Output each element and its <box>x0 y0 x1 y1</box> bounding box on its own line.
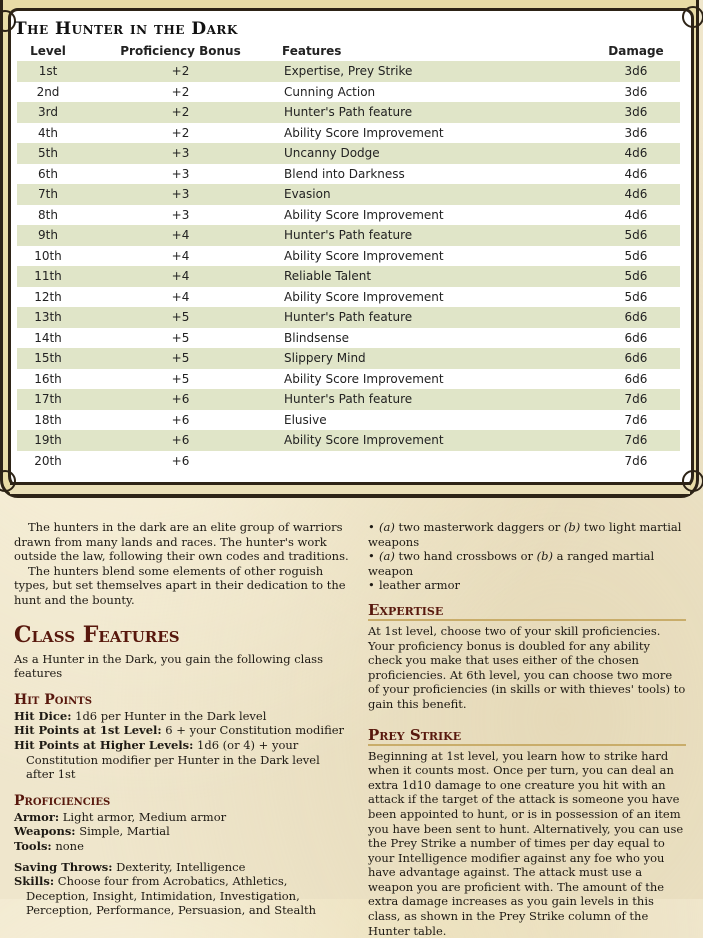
cell-features: Hunter's Path feature <box>282 225 592 246</box>
cell-damage: 3d6 <box>592 102 680 123</box>
cell-proficiency-bonus: +4 <box>79 225 282 246</box>
saving-throws-label: Saving Throws: <box>14 859 113 874</box>
table-row <box>17 266 680 287</box>
cell-features: Ability Score Improvement <box>282 430 592 451</box>
cell-features: Evasion <box>282 184 592 205</box>
skills-line <box>14 874 350 918</box>
cell-proficiency-bonus: +6 <box>79 389 282 410</box>
cell-damage: 7d6 <box>624 412 648 427</box>
cell-damage: 7d6 <box>592 389 680 410</box>
hp-higher-levels-value: 1d6 (or 4) + your Constitution modifier per Hunter in the Dark level after 1st <box>26 737 320 782</box>
armor-value: Light armor, Medium armor <box>59 809 227 824</box>
cell-damage: 3d6 <box>624 125 648 140</box>
cell-features: Ability Score Improvement <box>284 371 444 386</box>
cell-damage: 6d6 <box>624 371 648 386</box>
cell-proficiency-bonus: +2 <box>171 84 190 99</box>
hp-higher-levels-label: Hit Points at Higher Levels: <box>14 737 194 752</box>
table-body <box>17 61 680 471</box>
cell-level: 19th <box>17 430 79 451</box>
equipment-item: • leather armor <box>368 578 461 593</box>
cell-proficiency-bonus: +3 <box>171 166 190 181</box>
frame-corner-ornament <box>682 470 703 492</box>
equipment-item: • (a) two masterwork daggers or (b) two light martial weapons <box>368 520 682 549</box>
cell-proficiency-bonus: +4 <box>171 248 190 263</box>
cell-features: Reliable Talent <box>282 266 592 287</box>
cell-proficiency-bonus: +5 <box>171 330 190 345</box>
cell-level: 13th <box>17 307 79 328</box>
class-progression-table <box>17 41 680 471</box>
cell-proficiency-bonus: +5 <box>79 307 282 328</box>
cell-level: 1st <box>17 61 79 82</box>
table-row <box>17 143 680 164</box>
cell-damage: 6d6 <box>592 307 680 328</box>
table-row <box>17 410 680 431</box>
cell-damage: 3d6 <box>624 84 648 99</box>
cell-features: Ability Score Improvement <box>284 289 444 304</box>
cell-level: 20th <box>34 453 62 468</box>
intro-paragraph-1: The hunters in the dark are an elite group of warriors drawn from many lands and races. The hunter's work outside the law, following their own codes and traditions. <box>14 520 349 564</box>
cell-damage: 4d6 <box>624 166 648 181</box>
cell-damage: 5d6 <box>624 248 648 263</box>
equipment-list <box>368 520 686 593</box>
skills-label: Skills: <box>14 874 55 889</box>
table-row <box>17 389 680 410</box>
cell-proficiency-bonus: +6 <box>79 430 282 451</box>
table-row <box>17 82 680 103</box>
cell-features: Hunter's Path feature <box>282 307 592 328</box>
cell-features: Ability Score Improvement <box>284 248 444 263</box>
cell-features: Ability Score Improvement <box>284 125 444 140</box>
proficiencies-heading: Proficiencies <box>14 792 111 809</box>
cell-level: 18th <box>34 412 62 427</box>
cell-level: 6th <box>38 166 58 181</box>
expertise-text: At 1st level, choose two of your skill proficiencies. Your proficiency bonus is doubled for any ability check you make that uses either of the chosen proficiencies. At 6th level, you can choose two more of your proficiencies (in skills or with thieves' tools) to gain this benefit. <box>368 623 686 711</box>
cell-features: Uncanny Dodge <box>282 143 592 164</box>
table-row <box>17 102 680 123</box>
right-column <box>368 520 686 938</box>
armor-line <box>14 810 350 825</box>
cell-level: 3rd <box>17 102 79 123</box>
cell-proficiency-bonus: +6 <box>171 412 190 427</box>
cell-level: 4th <box>38 125 58 140</box>
prey-strike-heading: Prey Strike <box>368 726 686 746</box>
table-row <box>17 164 680 185</box>
table-header-row <box>17 41 680 61</box>
saving-throws-value: Dexterity, Intelligence <box>112 859 246 874</box>
table-row <box>17 61 680 82</box>
hp-first-level-line <box>14 723 350 738</box>
hit-dice-line <box>14 709 350 724</box>
cell-damage: 6d6 <box>592 348 680 369</box>
cell-features: Slippery Mind <box>282 348 592 369</box>
table-title: The Hunter in the Dark <box>14 19 238 39</box>
table-row <box>17 307 680 328</box>
cell-level: 9th <box>17 225 79 246</box>
table-row <box>17 430 680 451</box>
header-features: Features <box>282 44 342 58</box>
table-row <box>17 225 680 246</box>
cell-proficiency-bonus: +2 <box>79 61 282 82</box>
frame-corner-ornament <box>682 6 703 28</box>
cell-proficiency-bonus: +3 <box>171 207 190 222</box>
cell-damage: 4d6 <box>624 207 648 222</box>
cell-proficiency-bonus: +5 <box>79 348 282 369</box>
cell-level: 11th <box>17 266 79 287</box>
cell-damage: 4d6 <box>592 184 680 205</box>
header-proficiency-bonus: Proficiency Bonus <box>120 44 241 58</box>
table-row <box>17 246 680 267</box>
table-row <box>17 287 680 308</box>
table-row <box>17 184 680 205</box>
cell-level: 14th <box>34 330 62 345</box>
cell-level: 15th <box>17 348 79 369</box>
hp-first-level-label: Hit Points at 1st Level: <box>14 723 162 738</box>
cell-damage: 3d6 <box>592 61 680 82</box>
cell-features <box>282 451 592 472</box>
expertise-heading: Expertise <box>368 601 686 621</box>
hit-dice-value: 1d6 per Hunter in the Dark level <box>71 708 267 723</box>
saving-throws-line <box>14 860 350 875</box>
cell-level: 16th <box>34 371 62 386</box>
weapons-label: Weapons: <box>14 824 76 839</box>
cell-proficiency-bonus: +5 <box>171 371 190 386</box>
tools-label: Tools: <box>14 838 52 853</box>
table-frame-bottom-band <box>10 482 690 496</box>
header-damage: Damage <box>608 44 664 58</box>
cell-damage: 5d6 <box>592 266 680 287</box>
cell-proficiency-bonus: +2 <box>171 125 190 140</box>
cell-features: Ability Score Improvement <box>284 207 444 222</box>
cell-features: Blindsense <box>284 330 349 345</box>
class-features-heading: Class Features <box>14 621 180 648</box>
cell-proficiency-bonus: +4 <box>79 266 282 287</box>
cell-damage: 6d6 <box>624 330 648 345</box>
table-row <box>17 123 680 144</box>
tools-value: none <box>51 838 84 853</box>
table-row <box>17 328 680 349</box>
hp-first-level-value: 6 + your Constitution modifier <box>161 723 345 738</box>
cell-damage: 7d6 <box>592 430 680 451</box>
hit-points-heading: Hit Points <box>14 691 92 708</box>
hp-higher-levels-line <box>14 738 350 782</box>
prey-strike-text: Beginning at 1st level, you learn how to strike hard when it counts most. Once per turn, you can deal an extra 1d10 damage to one creature you hit with an attack if the target of the attack is someone you have been appointed to hunt, or is in possession of an item you have been sent to hunt. Alternatively, you can use the Prey Strike a number of times per day equal to your Intelligence modifier against any foe who you have advantage against. The attack must use a weapon you are proficient with. The amount of the extra damage increases as you gain levels in this class, as shown in the Prey Strike column of the Hunter table. <box>368 748 684 938</box>
cell-level: 5th <box>17 143 79 164</box>
cell-level: 17th <box>17 389 79 410</box>
left-column <box>14 520 350 918</box>
cell-features: Cunning Action <box>284 84 376 99</box>
cell-features: Expertise, Prey Strike <box>282 61 592 82</box>
table-row <box>17 348 680 369</box>
cell-damage: 4d6 <box>592 143 680 164</box>
equipment-item: • (a) two hand crossbows or (b) a ranged martial weapon <box>368 549 655 578</box>
cell-proficiency-bonus: +3 <box>79 143 282 164</box>
cell-level: 2nd <box>36 84 60 99</box>
bullet-icon: • <box>368 549 375 564</box>
weapons-value: Simple, Martial <box>75 824 170 839</box>
skills-value: Choose four from Acrobatics, Athletics, Deception, Insight, Intimidation, Investigation, Perception, Performance, Persuasion, and Stealth <box>26 874 317 918</box>
cell-level: 7th <box>17 184 79 205</box>
cell-proficiency-bonus: +3 <box>79 184 282 205</box>
cell-level: 8th <box>38 207 58 222</box>
table-row <box>17 369 680 390</box>
header-level: Level <box>30 44 66 58</box>
bullet-icon: • <box>368 578 375 593</box>
cell-proficiency-bonus: +4 <box>171 289 190 304</box>
cell-damage: 5d6 <box>624 289 648 304</box>
weapons-line <box>14 824 350 839</box>
cell-damage: 7d6 <box>624 453 648 468</box>
intro-paragraph-2: The hunters blend some elements of other roguish types, but set themselves apart in their dedication to the hunt and the bounty. <box>14 563 346 607</box>
hit-dice-label: Hit Dice: <box>14 708 72 723</box>
cell-proficiency-bonus: +2 <box>79 102 282 123</box>
cell-proficiency-bonus: +6 <box>171 453 190 468</box>
cell-features: Hunter's Path feature <box>282 389 592 410</box>
armor-label: Armor: <box>14 809 60 824</box>
table-row <box>17 205 680 226</box>
cell-level: 10th <box>34 248 62 263</box>
cell-features: Hunter's Path feature <box>282 102 592 123</box>
table-row <box>17 451 680 472</box>
cell-features: Blend into Darkness <box>284 166 405 181</box>
cell-features: Elusive <box>284 412 327 427</box>
bullet-icon: • <box>368 520 375 534</box>
cell-level: 12th <box>34 289 62 304</box>
tools-line <box>14 839 350 854</box>
cell-damage: 5d6 <box>592 225 680 246</box>
class-features-intro: As a Hunter in the Dark, you gain the following class features <box>14 651 323 681</box>
